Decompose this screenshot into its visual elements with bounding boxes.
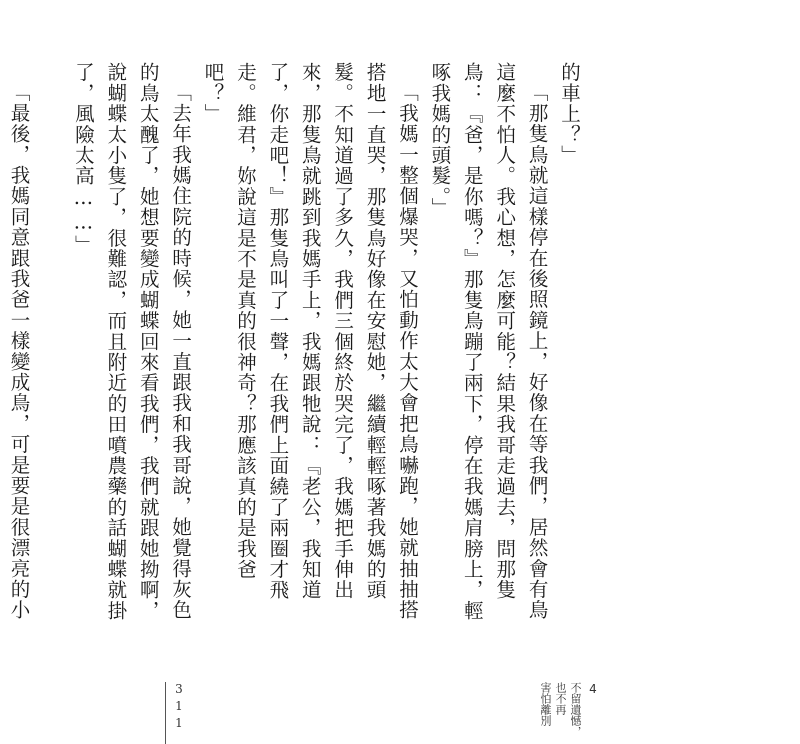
chapter-title-line-2: 也不再 [554, 682, 567, 715]
running-header [539, 682, 600, 737]
page-number-area [165, 682, 186, 744]
paragraph-1: 的車上？」 [558, 62, 581, 166]
paragraph-3: 「我媽一整個爆哭，又怕動作太大會把鳥嚇跑，她就抽抽搭搭地一直哭，那隻鳥好像在安慰她，繼續輕輕啄著我媽的頭髮。不知道過了多久，我們三個終於哭完了，我媽把手伸出來，那隻鳥就跳到我媽手上，我媽跟牠說：『老公，我知道了，你走吧！』那隻鳥叫了一聲，在我們上面繞了兩圈才飛走。維君，妳說這是不是真的很神奇？那應該真的是我爸吧？」 [201, 62, 419, 620]
chapter-title [539, 682, 582, 737]
paragraph-4: 「去年我媽住院的時候，她一直跟我和我哥說，她覺得灰色的鳥太醜了，她想要變成蝴蝶回來看我們，我們就跟她拗啊，說蝴蝶太小隻了，很難認，而且附近的田噴農藥的話蝴蝶就掛了，風險太高……」 [71, 62, 193, 621]
paragraph-2: 「那隻鳥就這樣停在後照鏡上，好像在等我們，居然會有鳥這麼不怕人。我心想，怎麼可能？結果我哥走過去，問那隻鳥：『爸，是你嗎？』那隻鳥蹦了兩下，停在我媽肩膀上，輕啄我媽的頭髮。」 [428, 62, 549, 621]
body-text [0, 62, 585, 622]
chapter-title-line-3: 害怕離別 [539, 682, 552, 726]
page-number: 311 [172, 682, 186, 733]
chapter-title-line-1: 不留遺憾， [569, 682, 582, 737]
paragraph-5: 「最後，我媽同意跟我爸一樣變成鳥，可是要是很漂亮的小 [7, 81, 31, 620]
chapter-number: 4 [586, 682, 600, 696]
